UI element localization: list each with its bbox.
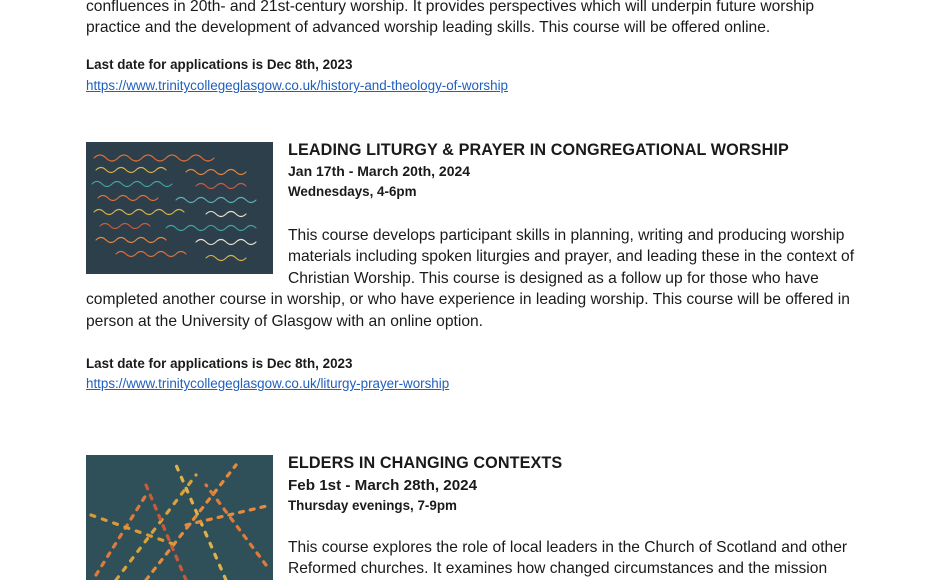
footprints-image: [86, 455, 273, 580]
course-description-liturgy: This course develops participant skills in planning, writing and producing worship materials including spoken liturgies and prayer, and leading these in the context of Christian Worship. This course is designed as a follow up for those who have completed another course in worship, or who have experience in leading worship. This course will be offered in person at the University of Glasgow with an online option.: [86, 227, 855, 330]
course-dates-liturgy: Jan 17th - March 20th, 2024: [288, 163, 471, 179]
course-schedule-liturgy: Wednesdays, 4-6pm: [288, 184, 417, 199]
course-description-elders: This course explores the role of local leaders in the Church of Scotland and other Reformed churches. It examines how changed circumstances and the mission: [288, 539, 848, 578]
intro-line-2: practice and the development of advanced worship leading skills. This course will be offered online.: [86, 19, 771, 37]
intro-paragraph: [86, 0, 876, 39]
course-title-elders: ELDERS IN CHANGING CONTEXTS: [288, 454, 563, 472]
course-link-liturgy[interactable]: https://www.trinitycollegeglasgow.co.uk/liturgy-prayer-worship: [86, 376, 450, 391]
course-schedule-elders: Thursday evenings, 7-9pm: [288, 498, 457, 513]
course-thumbnail-elders: [86, 455, 273, 580]
intro-link[interactable]: https://www.trinitycollegeglasgow.co.uk/history-and-theology-of-worship: [86, 78, 509, 93]
intro-line-1: confluences in 20th- and 21st-century worship. It provides perspectives which will underpin future worship: [86, 0, 815, 15]
course-deadline-liturgy: Last date for applications is Dec 8th, 2023: [86, 356, 353, 371]
intro-deadline: Last date for applications is Dec 8th, 2023: [86, 57, 353, 72]
course-title-liturgy: LEADING LITURGY & PRAYER IN CONGREGATIONAL WORSHIP: [288, 141, 789, 159]
course-dates-elders: Feb 1st - March 28th, 2024: [288, 477, 478, 494]
